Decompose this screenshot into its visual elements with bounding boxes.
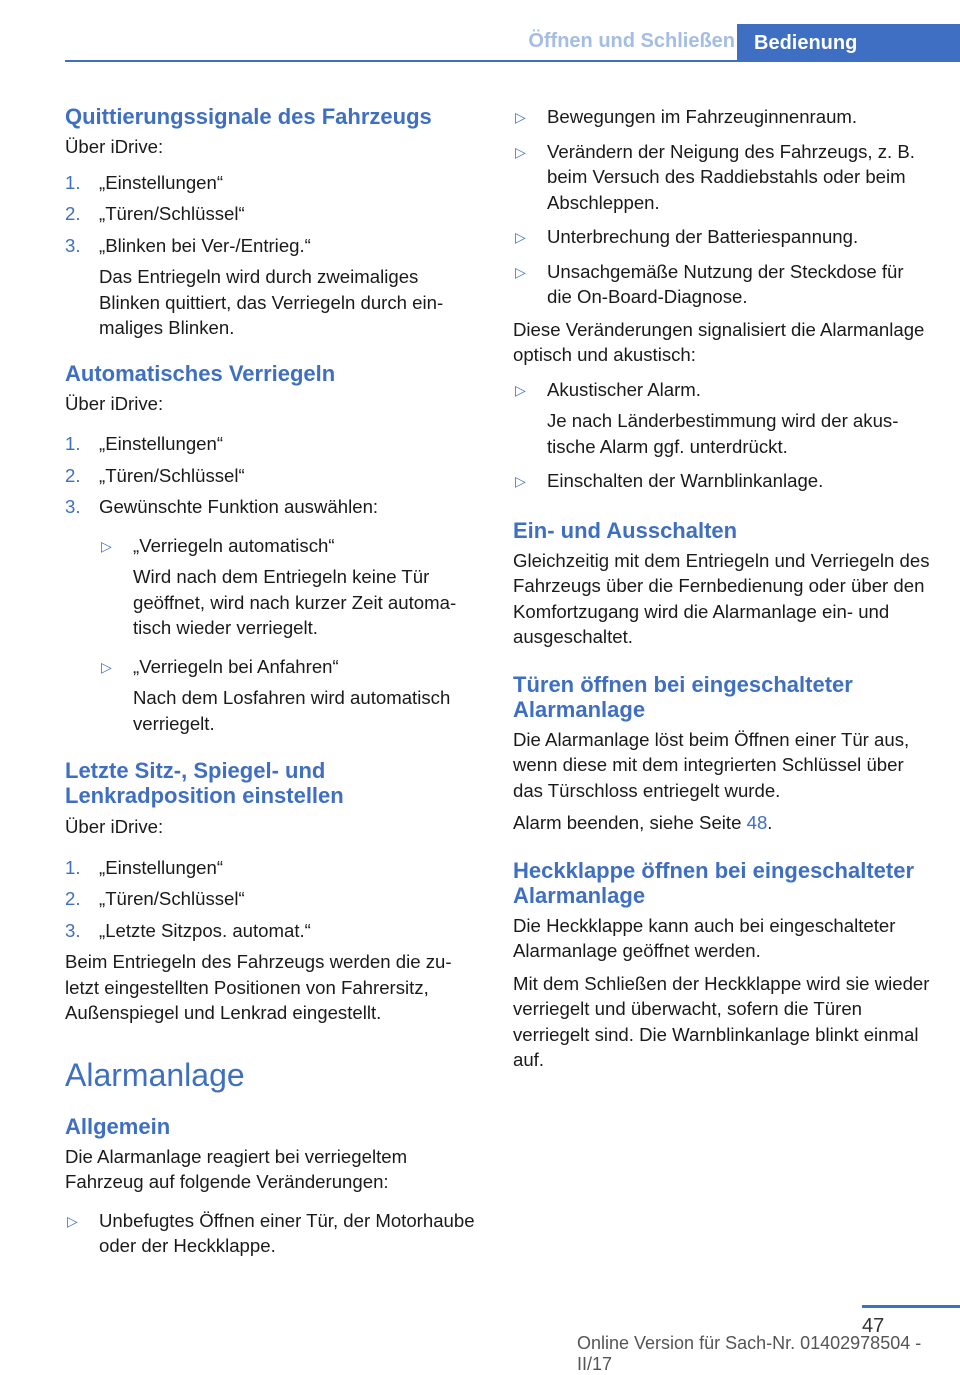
page-number: 47 (862, 1315, 885, 1337)
paragraph-tailgate-2: Mit dem Schließen der Heckklappe wird sie wieder verriegelt und überwacht, sofern die Türen verriegelt sind. Die Warnblinkanlage blinkt einmal auf. (513, 972, 930, 1070)
header-chapter-tab: Bedienung (737, 24, 960, 62)
list-item-text: „Türen/Schlüssel“ (99, 203, 245, 224)
list-item-text: „Letzte Sitzpos. automat.“ (99, 919, 311, 941)
chapter-title-alarm-system: Alarmanlage (65, 1056, 245, 1093)
bullet-item (513, 377, 931, 460)
bullet-text: Unbefugtes Öffnen einer Tür, der Motorhaube oder der Heckklappe. (99, 1209, 475, 1256)
list-item-text: „Türen/Schlüssel“ (99, 888, 245, 909)
heading-acknowledgement-signals: Quittierungssignale des Fahrzeugs (65, 104, 432, 129)
list-item (65, 170, 477, 196)
page-reference-link[interactable]: 48 (746, 812, 768, 833)
list-item (65, 918, 477, 944)
paragraph-on-off: Gleichzeitig mit dem Entriegeln und Verriegeln des Fahrzeugs über die Fernbedienung oder über den Komfortzugang wird die Alarmanlage ein- und ausgeschaltet. (513, 549, 930, 647)
list-item-text: Gewünschte Funktion auswählen: (99, 496, 379, 517)
list-number: 3. (65, 919, 81, 941)
list-item (65, 463, 477, 489)
sub-item-text: „Verriegeln bei Anfahren“ (133, 655, 339, 677)
paragraph-idrive: Über iDrive: (65, 392, 164, 414)
list-number: 1. (65, 856, 81, 878)
list-item-note: Das Entriegeln wird durch zweimaliges Blinken quittiert, das Verriegeln durch einmaliges Blinken. (99, 266, 444, 338)
header-rule (65, 60, 960, 62)
list-item-text: „Einstellungen“ (99, 171, 224, 193)
heading-doors-open: Türen öffnen bei eingeschalteter Alarmanlage (513, 671, 853, 722)
heading-on-off: Ein- und Ausschalten (513, 517, 738, 543)
bullet-text: Bewegungen im Fahrzeuginnenraum. (547, 106, 858, 127)
sub-item-note: Wird nach dem Entriegeln keine Tür geöffnet, wird nach kurzer Zeit automatisch wieder verriegelt. (133, 566, 457, 638)
list-item (65, 494, 477, 736)
triangle-bullet-icon: ▷ (67, 1212, 78, 1229)
bullet-item (513, 259, 931, 310)
list-item-text: „Blinken bei Ver-/Entrieg.“ (99, 234, 311, 256)
paragraph-signals: Diese Veränderungen signalisiert die Alarmanlage optisch und akustisch: (513, 318, 925, 365)
footer-rule (862, 1305, 960, 1308)
sub-list-item (99, 654, 477, 737)
list-number: 3. (65, 496, 81, 517)
bullet-text: Unterbrechung der Batteriespannung. (547, 226, 859, 247)
list-item (65, 431, 477, 457)
paragraph-doors-open: Die Alarmanlage löst beim Öffnen einer Tür aus, wenn diese mit dem integrierten Schlüssel über das Türschloss entriegelt wurde. (513, 728, 910, 801)
list-number: 2. (65, 203, 81, 224)
paragraph-idrive: Über iDrive: (65, 816, 164, 837)
list-item (65, 855, 477, 881)
bullet-text: Einschalten der Warnblinkanlage. (547, 470, 824, 491)
online-version-note: Online Version für Sach-Nr. 01402978504 - II/17 (577, 1333, 922, 1374)
triangle-bullet-icon: ▷ (515, 229, 526, 245)
list-number: 1. (65, 433, 81, 454)
list-item-text: „Einstellungen“ (99, 433, 224, 454)
triangle-bullet-icon: ▷ (515, 109, 526, 125)
bullet-text: Verändern der Neigung des Fahrzeugs, z. B. beim Versuch des Raddiebstahls oder beim Abschleppen. (547, 140, 915, 213)
end-alarm-suffix: . (767, 812, 773, 833)
bullet-note: Je nach Länderbestimmung wird der akustische Alarm ggf. unterdrückt. (547, 410, 899, 457)
right-column (513, 100, 931, 1073)
triangle-bullet-icon: ▷ (101, 658, 112, 675)
heading-tailgate: Heckklappe öffnen bei eingeschalteter Alarmanlage (513, 857, 915, 908)
paragraph-tailgate-1: Die Heckklappe kann auch bei eingeschalteter Alarmanlage geöffnet werden. (513, 914, 896, 961)
list-number: 3. (65, 234, 81, 256)
sub-list-item (99, 533, 477, 641)
sub-item-text: „Verriegeln automatisch“ (133, 534, 335, 556)
header-section-title: Öffnen und Schließen (528, 30, 735, 52)
end-alarm-text: Alarm beenden, siehe Seite (513, 812, 747, 833)
bullet-item (513, 224, 931, 250)
list-number: 2. (65, 464, 81, 486)
heading-automatic-locking: Automatisches Verriegeln (65, 360, 336, 386)
bullet-text: Unsachgemäße Nutzung der Steckdose für die On-Board-Diagnose. (547, 260, 904, 307)
triangle-bullet-icon: ▷ (515, 473, 526, 489)
triangle-bullet-icon: ▷ (515, 143, 526, 160)
sub-item-note: Nach dem Losfahren wird automatisch verriegelt. (133, 687, 451, 734)
bullet-text: Akustischer Alarm. (547, 378, 701, 400)
heading-general: Allgemein (65, 1113, 171, 1139)
heading-last-seat-position: Letzte Sitz-, Spiegel- und Lenkradposition einstellen (65, 758, 344, 808)
paragraph-general: Die Alarmanlage reagiert bei verriegeltem Fahrzeug auf folgende Veränderungen: (65, 1145, 408, 1192)
paragraph-idrive: Über iDrive: (65, 136, 164, 157)
triangle-bullet-icon: ▷ (101, 537, 112, 554)
list-number: 2. (65, 888, 81, 909)
paragraph-end-alarm (513, 810, 931, 836)
bullet-item (65, 1208, 477, 1259)
list-item (65, 886, 477, 912)
paragraph-last-position: Beim Entriegeln des Fahrzeugs werden die zuletzt eingestellten Positionen von Fahrersitz, Außenspiegel und Lenkrad eingestellt. (65, 951, 452, 1023)
bullet-item (513, 104, 931, 130)
list-item-text: „Türen/Schlüssel“ (99, 464, 245, 486)
list-item (65, 233, 477, 341)
triangle-bullet-icon: ▷ (515, 381, 526, 398)
bullet-item (513, 139, 931, 216)
triangle-bullet-icon: ▷ (515, 263, 526, 280)
left-column (65, 100, 477, 1259)
bullet-item (513, 468, 931, 494)
list-number: 1. (65, 171, 81, 193)
list-item (65, 201, 477, 227)
list-item-text: „Einstellungen“ (99, 856, 224, 878)
